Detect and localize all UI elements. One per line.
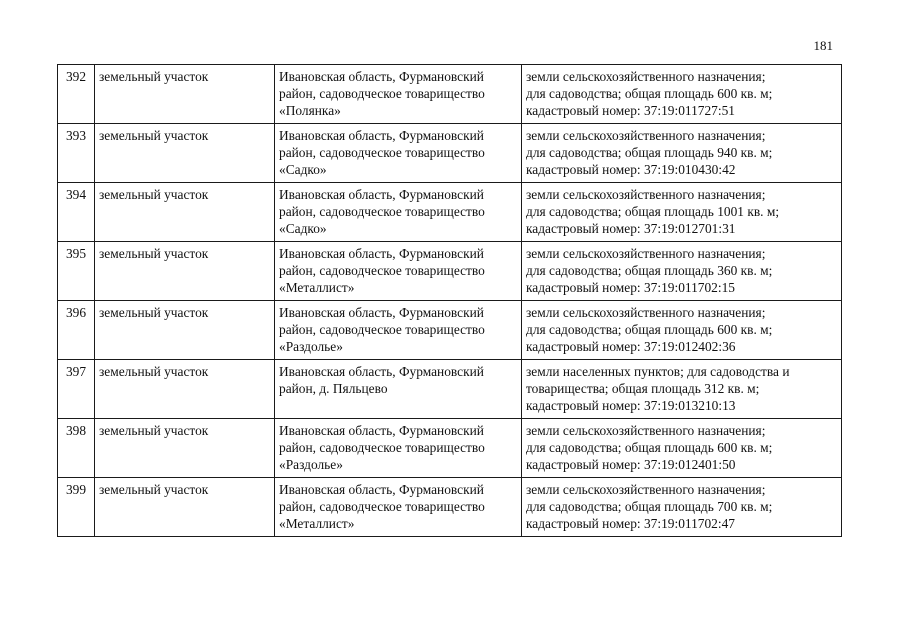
object-description: земли сельскохозяйственного назначения; для садоводства; общая площадь 940 кв. м; кадастровый номер: 37:19:010430:42 bbox=[522, 124, 842, 183]
object-location: Ивановская область, Фурмановский район, садоводческое товарищество «Садко» bbox=[275, 183, 522, 242]
object-description: земли сельскохозяйственного назначения; для садоводства; общая площадь 600 кв. м; кадастровый номер: 37:19:012402:36 bbox=[522, 301, 842, 360]
object-type: земельный участок bbox=[95, 301, 275, 360]
object-description: земли сельскохозяйственного назначения; для садоводства; общая площадь 360 кв. м; кадастровый номер: 37:19:011702:15 bbox=[522, 242, 842, 301]
object-location: Ивановская область, Фурмановский район, садоводческое товарищество «Металлист» bbox=[275, 478, 522, 537]
row-number: 397 bbox=[58, 360, 95, 419]
object-type: земельный участок bbox=[95, 183, 275, 242]
table-row bbox=[58, 419, 842, 478]
object-type: земельный участок bbox=[95, 360, 275, 419]
row-number: 395 bbox=[58, 242, 95, 301]
object-location: Ивановская область, Фурмановский район, садоводческое товарищество «Раздолье» bbox=[275, 419, 522, 478]
table-row bbox=[58, 242, 842, 301]
object-description: земли сельскохозяйственного назначения; для садоводства; общая площадь 600 кв. м; кадастровый номер: 37:19:011727:51 bbox=[522, 65, 842, 124]
object-location: Ивановская область, Фурмановский район, садоводческое товарищество «Раздолье» bbox=[275, 301, 522, 360]
page-number: 181 bbox=[813, 38, 833, 53]
row-number: 399 bbox=[58, 478, 95, 537]
table-row bbox=[58, 301, 842, 360]
table-row bbox=[58, 360, 842, 419]
object-type: земельный участок bbox=[95, 65, 275, 124]
row-number: 392 bbox=[58, 65, 95, 124]
object-description: земли сельскохозяйственного назначения; для садоводства; общая площадь 600 кв. м; кадастровый номер: 37:19:012401:50 bbox=[522, 419, 842, 478]
object-description: земли сельскохозяйственного назначения; для садоводства; общая площадь 1001 кв. м; кадастровый номер: 37:19:012701:31 bbox=[522, 183, 842, 242]
property-table bbox=[57, 64, 842, 537]
row-number: 396 bbox=[58, 301, 95, 360]
table-row bbox=[58, 183, 842, 242]
object-location: Ивановская область, Фурмановский район, садоводческое товарищество «Металлист» bbox=[275, 242, 522, 301]
object-location: Ивановская область, Фурмановский район, д. Пяльцево bbox=[275, 360, 522, 419]
row-number: 398 bbox=[58, 419, 95, 478]
object-description: земли сельскохозяйственного назначения; для садоводства; общая площадь 700 кв. м; кадастровый номер: 37:19:011702:47 bbox=[522, 478, 842, 537]
row-number: 393 bbox=[58, 124, 95, 183]
row-number: 394 bbox=[58, 183, 95, 242]
object-type: земельный участок bbox=[95, 124, 275, 183]
object-location: Ивановская область, Фурмановский район, садоводческое товарищество «Полянка» bbox=[275, 65, 522, 124]
table-row bbox=[58, 65, 842, 124]
object-type: земельный участок bbox=[95, 242, 275, 301]
table-row bbox=[58, 124, 842, 183]
object-type: земельный участок bbox=[95, 419, 275, 478]
object-location: Ивановская область, Фурмановский район, садоводческое товарищество «Садко» bbox=[275, 124, 522, 183]
table-row bbox=[58, 478, 842, 537]
object-type: земельный участок bbox=[95, 478, 275, 537]
object-description: земли населенных пунктов; для садоводства и товарищества; общая площадь 312 кв. м; кадастровый номер: 37:19:013210:13 bbox=[522, 360, 842, 419]
